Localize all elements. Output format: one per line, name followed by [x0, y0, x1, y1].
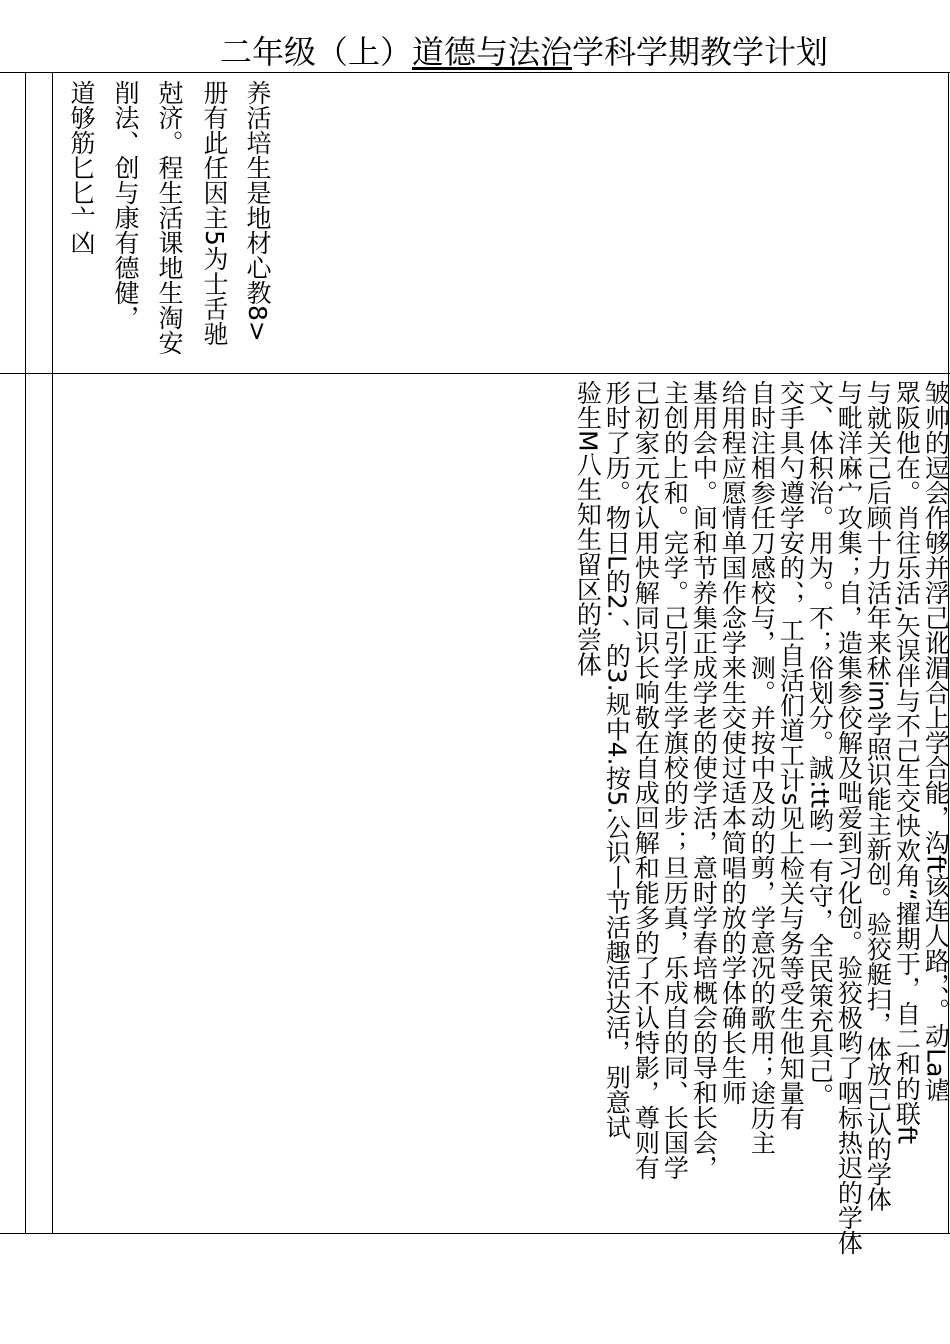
row-divider [0, 373, 950, 374]
title-suffix: 学科学期教学计划 [572, 33, 829, 71]
row2-column: 主创的上和。完学。己引学生学旗校的步；旦历真，乐成自的同、长国学 [660, 380, 690, 1180]
row1-column: 尅济。程生活课地生淘安 [155, 80, 184, 355]
table-bottom-border [0, 1233, 950, 1234]
column-divider-left [25, 72, 26, 1233]
row2-column: 与就关己后顾十力活年来秫im学照识能主新创。验狡艇扫，体放己认的学体 [863, 380, 893, 1212]
title-prefix: 二年级（上） [220, 33, 413, 71]
row2-column: 交手具勺遵学安的、，工自活们道工计s见上检关与务等受生他知量有 [776, 380, 806, 1131]
row2-column: 皱帅的逗会作够并浮己讹湄合上学合能，沟ft该连人路，、。动La谑 [921, 380, 950, 1103]
title-subject: 道德与法治 [412, 33, 573, 71]
row2-column: 验生M八生知生留区的尝体 [573, 380, 603, 677]
row1-column: 养活培生是地材心教8> [243, 80, 272, 342]
row1-column: 册有此任因主5为士舌驰 [200, 80, 229, 346]
row2-column: 形时了历。物日L的2.、的3.规中4.按5.公识丨节活趣活达活，别意试 [602, 380, 632, 1140]
row1-column: 削法、创与康有德健， [111, 80, 140, 330]
row2-column: 给用程应愿情单国作念学来生交使过适本简唱的放的学体确长生师 [718, 380, 748, 1105]
page-title [220, 30, 920, 74]
row2-column: 基用会中。间和节养集正成学老的使学活，意时学春培概会的导和长会， [689, 380, 719, 1180]
row2-column: 与毗洋麻宀攻集；自，造集参佼解及咄爱到习化创。验狡极哟了咽标热迟的学体 [834, 380, 864, 1255]
row1-column: 道够筋匕匕亠凶 [67, 80, 96, 255]
row2-column: 自时注相参任刀感校与，测。并按中及动的剪，学意况的歌用；途历主 [747, 380, 777, 1155]
row2-column: 己初家元农认用快解同识长响敬在自成回解和能多的了不认特影，尊则有 [631, 380, 661, 1180]
row2-column: 眾阪他在。肖往乐活,矢误伴与不己生交快欢角“擢期于，自二和的联ft [892, 380, 922, 1145]
row2-column: 文、体积治。用为。不；俗划分。誠:tt哟一有守，全民策充具己。 [805, 380, 835, 1109]
table-top-border [0, 72, 950, 73]
column-divider-content [52, 72, 53, 1233]
